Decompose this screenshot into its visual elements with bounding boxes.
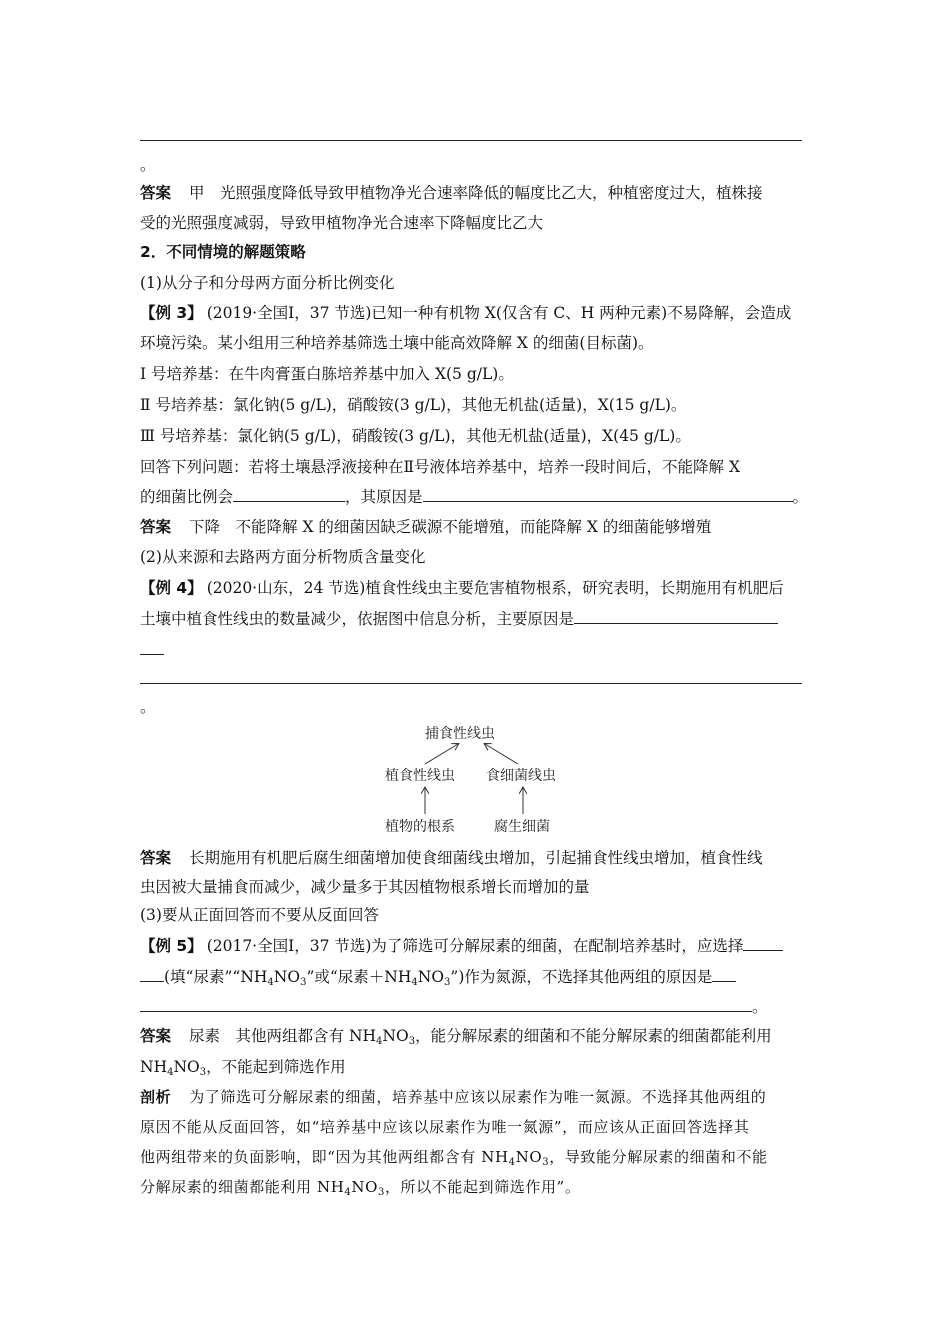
subscript: 4	[344, 1187, 352, 1198]
example-tag: 【例 5】	[140, 937, 203, 955]
medium-2: Ⅱ 号培养基：氯化钠(5 g/L)，硝酸铵(3 g/L)，其他无机盐(适量)，X(15 g/L)。	[140, 396, 687, 414]
answer-text: NH	[140, 1058, 168, 1076]
answer-line	[140, 1026, 772, 1046]
question-text: 土壤中植食性线虫的数量减少，依据图中信息分析，主要原因是	[140, 610, 575, 628]
section-heading: 2．不同情境的解题策略	[140, 243, 306, 261]
answer-line: 虫因被大量捕食而减少，减少量多于其因植物根系增长而增加的量	[140, 878, 590, 896]
fill-blank[interactable]	[233, 487, 345, 502]
question-line: 回答下列问题：若将土壤悬浮液接种在Ⅱ号液体培养基中，培养一段时间后，不能降解 X	[140, 458, 740, 476]
food-web-diagram	[370, 718, 590, 840]
example-tag: 【例 4】	[140, 579, 203, 597]
question-text: 。	[792, 488, 809, 506]
question-text: ，其原因是	[345, 488, 423, 506]
answer-line	[140, 848, 763, 868]
node-plant-roots: 植物的根系	[385, 819, 455, 835]
analysis-text: 分解尿素的细菌都能利用 NH	[140, 1178, 345, 1196]
example-5-line	[140, 967, 736, 987]
subscript: 4	[411, 977, 418, 988]
node-saprophytic-bacteria: 腐生细菌	[494, 819, 550, 835]
answer-text: NO	[382, 1027, 409, 1045]
analysis-text: 为了筛选可分解尿素的细菌，培养基中应该以尿素作为唯一氮源。不选择其他两组的	[189, 1088, 767, 1106]
node-predatory-nematode: 捕食性线虫	[425, 726, 495, 742]
analysis-line: 原因不能从反面回答，如“培养基中应该以尿素作为唯一氮源”，而应该从正面回答选择其	[140, 1118, 750, 1136]
subscript: 4	[376, 1036, 383, 1047]
example-text: ”或“尿素＋NH	[306, 968, 412, 986]
arrow	[485, 744, 518, 764]
example-5-line	[140, 936, 783, 956]
example-text: (2017·全国Ⅰ，37 节选)为了筛选可分解尿素的细菌，在配制培养基时，应选择	[206, 937, 744, 955]
analysis-line	[140, 1177, 580, 1197]
period: 。	[140, 156, 156, 174]
node-bacterivorous-nematode: 食细菌线虫	[486, 768, 556, 784]
analysis-text: 他两组带来的负面影响，即“因为其他两组都含有 NH	[140, 1148, 509, 1166]
analysis-line	[140, 1087, 766, 1107]
subscript: 3	[199, 1067, 207, 1078]
answer-text: 长期施用有机肥后腐生细菌增加使食细菌线虫增加，引起捕食性线虫增加，植食性线	[189, 849, 763, 867]
analysis-text: ，导致能分解尿素的细菌和不能	[549, 1148, 768, 1166]
example-text: (填“尿素”“NH	[164, 968, 268, 986]
subscript: 3	[377, 1187, 385, 1198]
fill-blank[interactable]	[712, 967, 736, 982]
answer-blank-line	[140, 140, 802, 141]
answer-label: 答案	[140, 518, 172, 536]
subscript: 3	[542, 1157, 550, 1168]
arrow	[425, 744, 458, 764]
example-3-line	[140, 303, 791, 323]
subscript: 3	[444, 977, 451, 988]
analysis-label: 剖析	[140, 1088, 172, 1106]
example-text: NO	[417, 968, 445, 986]
medium-3: Ⅲ 号培养基：氯化钠(5 g/L)，硝酸铵(3 g/L)，其他无机盐(适量)，X(45 g/L)。	[140, 427, 691, 445]
example-4-line	[140, 609, 778, 629]
medium-1: Ⅰ 号培养基：在牛肉膏蛋白胨培养基中加入 X(5 g/L)。	[140, 365, 514, 383]
subscript: 4	[167, 1067, 174, 1078]
example-5-line	[140, 997, 768, 1017]
subsection-heading: (1)从分子和分母两方面分析比例变化	[140, 274, 395, 292]
answer-text: 甲 光照强度降低导致甲植物净光合速率降低的幅度比乙大，种植密度过大，植株接	[189, 184, 763, 202]
period: 。	[140, 698, 156, 716]
answer-text: NO	[173, 1058, 200, 1076]
analysis-line	[140, 1147, 768, 1167]
example-text: 。	[752, 998, 768, 1016]
fill-blank[interactable]	[140, 967, 164, 982]
question-line	[140, 487, 808, 507]
example-text: NO	[273, 968, 301, 986]
answer-line	[140, 517, 711, 537]
subsection-heading: (3)要从正面回答而不要从反面回答	[140, 906, 379, 924]
example-tag: 【例 3】	[140, 304, 203, 322]
analysis-text: ，所以不能起到筛选作用”。	[384, 1178, 581, 1196]
example-4-line	[140, 578, 784, 598]
fill-blank[interactable]	[423, 487, 793, 502]
example-text: (2019·全国Ⅰ，37 节选)已知一种有机物 X(仅含有 C、H 两种元素)不易降解，会造成	[206, 304, 792, 322]
fill-blank[interactable]	[743, 936, 783, 951]
fill-blank[interactable]	[140, 997, 752, 1012]
example-3-line: 环境污染。某小组用三种培养基筛选土壤中能高效降解 X 的细菌(目标菌)。	[140, 334, 654, 352]
subscript: 4	[508, 1157, 516, 1168]
example-text: ”)作为氮源，不选择其他两组的原因是	[450, 968, 713, 986]
answer-text: ，能分解尿素的细菌和不能分解尿素的细菌都能利用	[415, 1027, 772, 1045]
answer-line: 受的光照强度减弱，导致甲植物净光合速率下降幅度比乙大	[140, 214, 544, 232]
answer-label: 答案	[140, 1027, 172, 1045]
question-text: 的细菌比例会	[140, 488, 234, 506]
answer-label: 答案	[140, 849, 172, 867]
answer-text: ，不能起到筛选作用	[206, 1058, 346, 1076]
subscript: 3	[300, 977, 307, 988]
subsection-heading: (2)从来源和去路两方面分析物质含量变化	[140, 548, 426, 566]
analysis-text: NO	[351, 1178, 378, 1196]
answer-text: 下降 不能降解 X 的细菌因缺乏碳源不能增殖，而能降解 X 的细菌能够增殖	[189, 518, 712, 536]
subscript: 3	[408, 1036, 416, 1047]
answer-line	[140, 183, 763, 203]
example-text: (2020·山东，24 节选)植食性线虫主要危害植物根系，研究表明，长期施用有机肥后	[206, 579, 784, 597]
fill-blank[interactable]	[574, 609, 778, 624]
answer-blank-line	[140, 683, 802, 684]
node-herbivorous-nematode: 植食性线虫	[385, 768, 455, 784]
answer-label: 答案	[140, 184, 172, 202]
analysis-text: NO	[515, 1148, 543, 1166]
subscript: 4	[267, 977, 274, 988]
answer-text: 尿素 其他两组都含有 NH	[189, 1027, 377, 1045]
answer-blank-line	[140, 654, 164, 655]
answer-line	[140, 1057, 346, 1077]
